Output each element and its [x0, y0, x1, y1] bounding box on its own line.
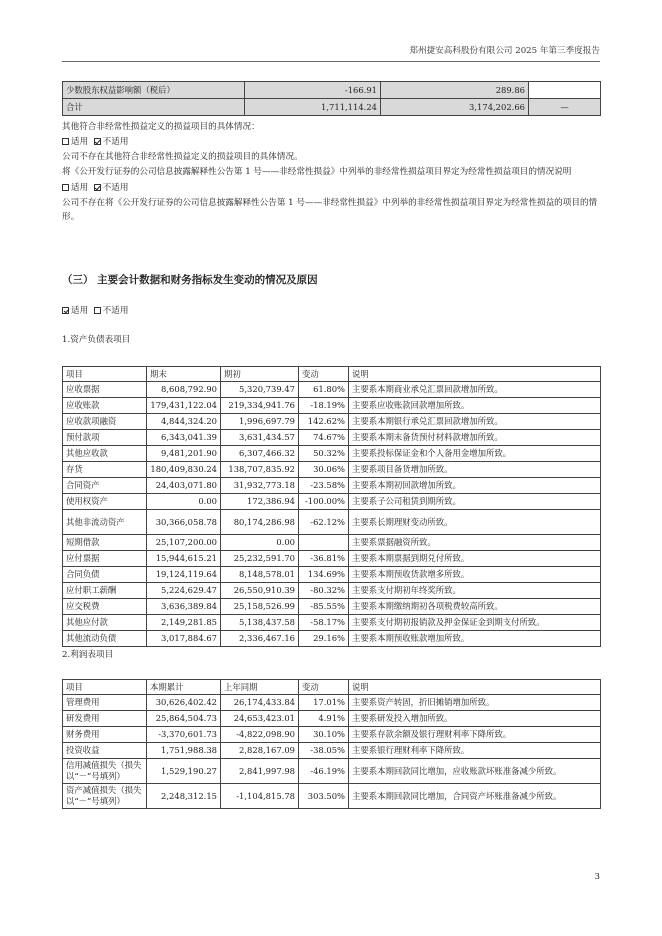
table-row	[63, 478, 601, 494]
table-row	[63, 615, 601, 631]
item-cell: 短期借款	[63, 535, 147, 551]
value-cell: 3,017,884.67	[147, 631, 221, 647]
row-label: 合计	[63, 99, 245, 116]
item-cell: 财务费用	[63, 727, 147, 743]
report-header: 郑州捷安高科股份有限公司 2025 年第三季度报告	[409, 46, 600, 56]
value-cell: 26,174,433.84	[221, 695, 299, 711]
table-row	[63, 567, 601, 583]
value-cell: 172,386.94	[221, 494, 299, 510]
note-cell: 主要系本期商业承兑汇票回款增加所致。	[349, 382, 601, 398]
note-cell: 主要系研发投入增加所致。	[349, 711, 601, 727]
value-cell: 15,944,615.21	[147, 551, 221, 567]
table-row	[63, 82, 601, 99]
table-row	[63, 599, 601, 615]
table-row	[63, 99, 601, 116]
col-header-item: 项目	[63, 367, 147, 382]
col-header-note: 说明	[349, 680, 601, 695]
note-cell: 主要系项目备货增加所致。	[349, 462, 601, 478]
change-cell: -36.81%	[299, 551, 349, 567]
item-cell: 应交税费	[63, 599, 147, 615]
item-cell: 其他应收款	[63, 446, 147, 462]
value-cell: 219,334,941.76	[221, 398, 299, 414]
item-cell: 使用权资产	[63, 494, 147, 510]
value-cell: 8,608,792.90	[147, 382, 221, 398]
value-cell: 25,107,200.00	[147, 535, 221, 551]
change-cell: 61.80%	[299, 382, 349, 398]
value-cell: 19,124,119.64	[147, 567, 221, 583]
table-row	[63, 535, 601, 551]
note-cell: 主要系本期回款同比增加，应收账款坏账准备减少所致。	[349, 759, 601, 784]
value-cell: 2,248,312.15	[147, 784, 221, 809]
note-cell: 主要系本期预收货款增多所致。	[349, 567, 601, 583]
check-label-no: 不适用	[102, 183, 129, 194]
table-header-row	[63, 680, 601, 695]
value-cell: 5,138,437.58	[221, 615, 299, 631]
applicability-check	[62, 135, 602, 150]
note-cell: 主要系本期票据到期兑付所致。	[349, 551, 601, 567]
checkbox-checked-icon	[62, 307, 69, 314]
note-cell: —	[529, 99, 601, 116]
value-cell: 24,403,071.80	[147, 478, 221, 494]
item-cell: 其他应付款	[63, 615, 147, 631]
change-cell: 134.69%	[299, 567, 349, 583]
note-cell: 主要系支付期初年终奖所致。	[349, 583, 601, 599]
header-divider	[62, 61, 600, 62]
value-cell: 1,996,697.79	[221, 414, 299, 430]
col-header-current: 本期累计	[147, 680, 221, 695]
change-cell	[299, 535, 349, 551]
subheading-income: 2.利润表项目	[62, 650, 114, 660]
value-cell: 0.00	[221, 535, 299, 551]
value-cell: 30,626,402.42	[147, 695, 221, 711]
item-cell: 应付职工薪酬	[63, 583, 147, 599]
item-cell: 其他非流动资产	[63, 510, 147, 535]
item-cell: 合同负债	[63, 567, 147, 583]
item-cell: 应收款项融资	[63, 414, 147, 430]
item-cell: 管理费用	[63, 695, 147, 711]
value-cell: 6,343,041.39	[147, 430, 221, 446]
value-cell: 26,550,910.39	[221, 583, 299, 599]
value-cell: 25,158,526.99	[221, 599, 299, 615]
col-header-item: 项目	[63, 680, 147, 695]
col-header-prior: 上年同期	[221, 680, 299, 695]
value-cell: 6,307,466.32	[221, 446, 299, 462]
table-row	[63, 631, 601, 647]
col-header-end: 期末	[147, 367, 221, 382]
value-cell: 25,232,591.70	[221, 551, 299, 567]
note-cell: 主要系投标保证金和个人备用金增加所致。	[349, 446, 601, 462]
note-cell: 主要系本期末备货预付材料款增加所致。	[349, 430, 601, 446]
section-title: （三） 主要会计数据和财务指标发生变动的情况及原因	[62, 274, 318, 286]
table-row	[63, 414, 601, 430]
row-label: 少数股东权益影响额（税后）	[63, 82, 245, 99]
paragraph: 其他符合非经常性损益定义的损益项目的具体情况：	[62, 122, 260, 132]
paragraph-block	[62, 120, 602, 224]
value-cell: -3,370,601.73	[147, 727, 221, 743]
table-row	[63, 510, 601, 535]
table-row	[63, 462, 601, 478]
table-row	[63, 583, 601, 599]
item-cell: 存货	[63, 462, 147, 478]
change-cell: -85.55%	[299, 599, 349, 615]
value-cell: -1,104,815.78	[221, 784, 299, 809]
value-cell: 4,844,324.20	[147, 414, 221, 430]
item-cell: 合同资产	[63, 478, 147, 494]
table-row	[63, 727, 601, 743]
value-cell: 24,653,423.01	[221, 711, 299, 727]
checkbox-unchecked-icon	[94, 307, 101, 314]
value-cell: 3,631,434.57	[221, 430, 299, 446]
table-header-row	[63, 367, 601, 382]
note-cell: 主要系本期银行承兑汇票回款增加所致。	[349, 414, 601, 430]
value-cell: 31,932,773.18	[221, 478, 299, 494]
note-cell: 主要系长期理财变动所致。	[349, 510, 601, 535]
value-cell: 5,224,629.47	[147, 583, 221, 599]
table-row	[63, 446, 601, 462]
check-label-no: 不适用	[102, 137, 129, 148]
change-cell: -23.58%	[299, 478, 349, 494]
value-cell: 180,409,830.24	[147, 462, 221, 478]
paragraph: 公司不存在其他符合非经常性损益定义的损益项目的具体情况。	[62, 152, 303, 163]
item-cell: 应收票据	[63, 382, 147, 398]
page-number: 3	[594, 872, 600, 882]
income-statement-table	[62, 679, 601, 809]
note-cell: 主要系银行理财利率下降所致。	[349, 743, 601, 759]
table-row	[63, 695, 601, 711]
value-cell: 138,707,835.92	[221, 462, 299, 478]
section-check	[62, 304, 602, 319]
value-cell: 2,841,997.98	[221, 759, 299, 784]
change-cell: -62.12%	[299, 510, 349, 535]
paragraph: 公司不存在将《公开发行证券的公司信息披露解释性公告第 1 号——非经常性损益》中列举的非经常性损益项目界定为经常性损益的项目的情形。	[62, 198, 598, 222]
change-cell: -58.17%	[299, 615, 349, 631]
col-header-change: 变动	[299, 680, 349, 695]
item-cell: 应付票据	[63, 551, 147, 567]
value-cell: 80,174,286.98	[221, 510, 299, 535]
value-cell: 2,828,167.09	[221, 743, 299, 759]
item-cell: 资产减值损失（损失以“－”号填列）	[63, 784, 147, 809]
value-cell: 2,149,281.85	[147, 615, 221, 631]
value-cell: 9,481,201.90	[147, 446, 221, 462]
table-row	[63, 784, 601, 809]
change-cell: -80.32%	[299, 583, 349, 599]
change-cell: 17.01%	[299, 695, 349, 711]
note-cell: 主要系本期预收账款增加所致。	[349, 631, 601, 647]
col-header-change: 变动	[299, 367, 349, 382]
note-cell: 主要系本期缴纳期初各项税费较高所致。	[349, 599, 601, 615]
value-cell: 179,431,122.04	[147, 398, 221, 414]
balance-sheet-table	[62, 366, 601, 647]
table-row	[63, 759, 601, 784]
ytd-value: 3,174,202.66	[381, 99, 529, 116]
item-cell: 研发费用	[63, 711, 147, 727]
change-cell: 29.16%	[299, 631, 349, 647]
value-cell: 8,148,578.01	[221, 567, 299, 583]
checkbox-checked-icon	[94, 138, 101, 145]
non-recurring-summary-table	[62, 81, 601, 116]
change-cell: -100.00%	[299, 494, 349, 510]
value-cell: 3,636,389.84	[147, 599, 221, 615]
check-label-yes: 适用	[71, 306, 89, 316]
note-cell: 主要系存款余额及银行理财利率下降所致。	[349, 727, 601, 743]
item-cell: 其他流动负债	[63, 631, 147, 647]
change-cell: -18.19%	[299, 398, 349, 414]
value-cell: 2,336,467.16	[221, 631, 299, 647]
table-row	[63, 494, 601, 510]
value-cell: 5,320,739.47	[221, 382, 299, 398]
value-cell: 1,529,190.27	[147, 759, 221, 784]
table-row	[63, 430, 601, 446]
item-cell: 预付款项	[63, 430, 147, 446]
item-cell: 信用减值损失（损失以“－”号填列）	[63, 759, 147, 784]
checkbox-checked-icon	[94, 184, 101, 191]
col-header-note: 说明	[349, 367, 601, 382]
subheading-balance: 1.资产负债表项目	[62, 335, 131, 345]
current-value: 1,711,114.24	[245, 99, 381, 116]
change-cell: 4.91%	[299, 711, 349, 727]
check-label-yes: 适用	[71, 183, 89, 194]
table-row	[63, 398, 601, 414]
table-row	[63, 743, 601, 759]
note-cell: 主要系票据融资所致。	[349, 535, 601, 551]
value-cell: 25,864,504.73	[147, 711, 221, 727]
change-cell: 142.62%	[299, 414, 349, 430]
change-cell: 30.10%	[299, 727, 349, 743]
note-cell: 主要系支付期初报销款及押金保证金到期支付所致。	[349, 615, 601, 631]
note-cell	[529, 82, 601, 99]
check-label-no: 不适用	[102, 306, 129, 316]
checkbox-unchecked-icon	[62, 138, 69, 145]
check-label-yes: 适用	[71, 137, 89, 148]
change-cell: 30.06%	[299, 462, 349, 478]
table-row	[63, 551, 601, 567]
item-cell: 投资收益	[63, 743, 147, 759]
value-cell: 0.00	[147, 494, 221, 510]
table-row	[63, 711, 601, 727]
ytd-value: 289.86	[381, 82, 529, 99]
note-cell: 主要系资产转固，折旧摊销增加所致。	[349, 695, 601, 711]
paragraph: 将《公开发行证券的公司信息披露解释性公告第 1 号——非经常性损益》中列举的非经常性损益项目界定为经常性损益项目的情况说明	[62, 167, 572, 178]
checkbox-unchecked-icon	[62, 184, 69, 191]
note-cell: 主要系应收账款回款增加所致。	[349, 398, 601, 414]
current-value: -166.91	[245, 82, 381, 99]
note-cell: 主要系子公司租赁到期所致。	[349, 494, 601, 510]
value-cell: -4,822,098.90	[221, 727, 299, 743]
change-cell: 74.67%	[299, 430, 349, 446]
change-cell: -38.05%	[299, 743, 349, 759]
col-header-begin: 期初	[221, 367, 299, 382]
note-cell: 主要系本期初回款增加所致。	[349, 478, 601, 494]
value-cell: 30,366,058.78	[147, 510, 221, 535]
note-cell: 主要系本期回款同比增加，合同资产坏账准备减少所致。	[349, 784, 601, 809]
value-cell: 1,751,988.38	[147, 743, 221, 759]
change-cell: 303.50%	[299, 784, 349, 809]
table-row	[63, 382, 601, 398]
item-cell: 应收账款	[63, 398, 147, 414]
change-cell: 50.32%	[299, 446, 349, 462]
applicability-check	[62, 181, 602, 196]
change-cell: -46.19%	[299, 759, 349, 784]
